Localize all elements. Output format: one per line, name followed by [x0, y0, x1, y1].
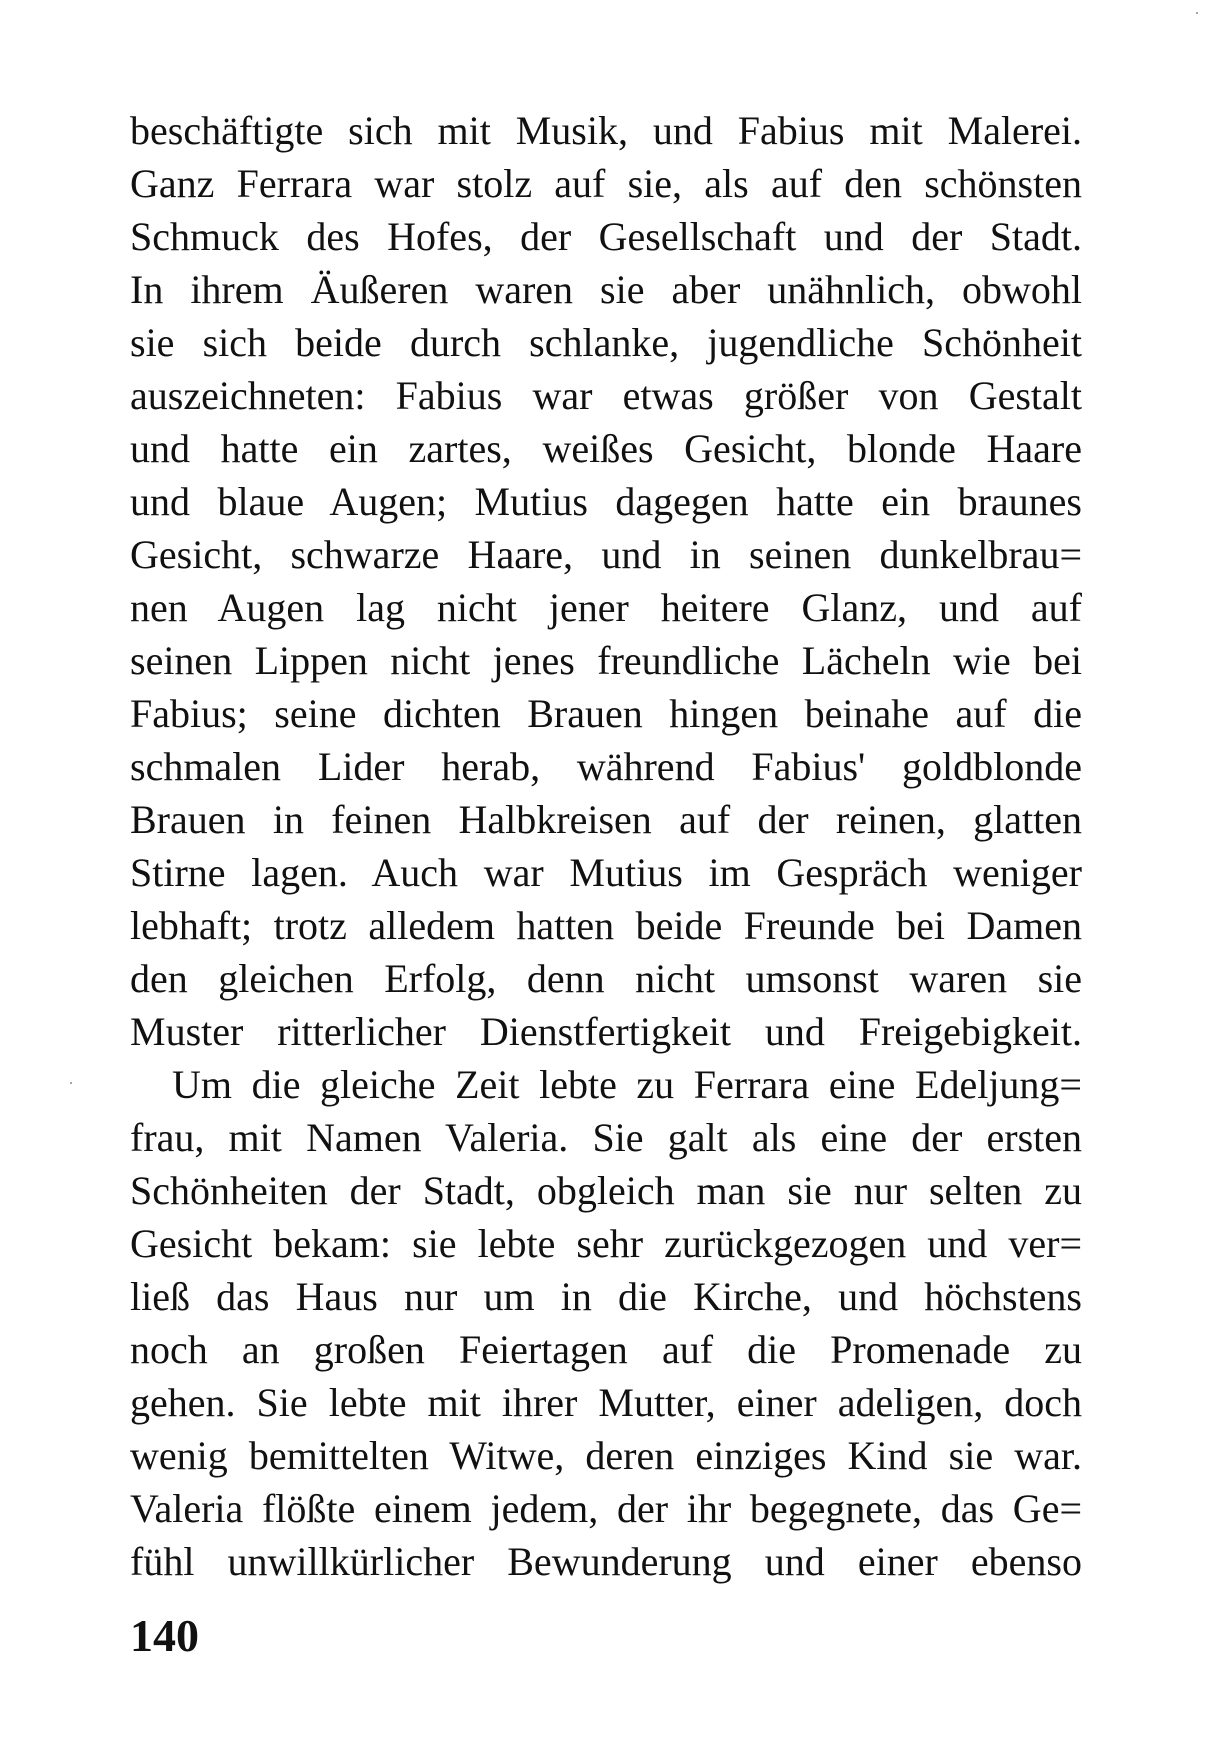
text-line: nen Augen lag nicht jener heitere Glanz, und auf	[130, 585, 1082, 630]
text-line: Brauen in feinen Halbkreisen auf der reinen, glatten	[130, 797, 1082, 842]
text-line: Fabius; seine dichten Brauen hingen beinahe auf die	[130, 691, 1082, 736]
text-line: Muster ritterlicher Dienstfertigkeit und Freigebigkeit.	[130, 1009, 1082, 1054]
text-line: seinen Lippen nicht jenes freundliche Lächeln wie bei	[130, 638, 1082, 683]
text-line: Gesicht, schwarze Haare, und in seinen dunkelbrau=	[130, 532, 1082, 577]
text-line: Stirne lagen. Auch war Mutius im Gespräch weniger	[130, 850, 1082, 895]
text-line: gehen. Sie lebte mit ihrer Mutter, einer adeligen, doch	[130, 1380, 1082, 1425]
text-line: wenig bemittelten Witwe, deren einziges Kind sie war.	[130, 1433, 1082, 1478]
text-line: schmalen Lider herab, während Fabius' goldblonde	[130, 744, 1082, 789]
page-number: 140	[130, 1610, 199, 1661]
text-line: frau, mit Namen Valeria. Sie galt als eine der ersten	[130, 1115, 1082, 1160]
text-line: noch an großen Feiertagen auf die Promenade zu	[130, 1327, 1082, 1372]
text-line: und hatte ein zartes, weißes Gesicht, blonde Haare	[130, 426, 1082, 471]
text-line: sie sich beide durch schlanke, jugendliche Schönheit	[130, 320, 1082, 365]
paper-speck	[70, 1082, 72, 1084]
text-line: auszeichneten: Fabius war etwas größer von Gestalt	[130, 373, 1082, 418]
text-line: lebhaft; trotz alledem hatten beide Freunde bei Damen	[130, 903, 1082, 948]
text-line: den gleichen Erfolg, denn nicht umsonst waren sie	[130, 956, 1082, 1001]
text-line: Ganz Ferrara war stolz auf sie, als auf den schönsten	[130, 161, 1082, 206]
text-line: fühl unwillkürlicher Bewunderung und einer ebenso	[130, 1539, 1082, 1584]
text-line: Gesicht bekam: sie lebte sehr zurückgezogen und ver=	[130, 1221, 1082, 1266]
text-line: Um die gleiche Zeit lebte zu Ferrara eine Edeljung=	[172, 1062, 1082, 1107]
text-line: Schmuck des Hofes, der Gesellschaft und der Stadt.	[130, 214, 1082, 259]
text-line: und blaue Augen; Mutius dagegen hatte ein braunes	[130, 479, 1082, 524]
text-line: Schönheiten der Stadt, obgleich man sie nur selten zu	[130, 1168, 1082, 1213]
paper-speck	[1196, 12, 1198, 14]
text-line: beschäftigte sich mit Musik, und Fabius mit Malerei.	[130, 108, 1082, 153]
text-line: In ihrem Äußeren waren sie aber unähnlich, obwohl	[130, 267, 1082, 312]
text-line: Valeria flößte einem jedem, der ihr begegnete, das Ge=	[130, 1486, 1082, 1531]
text-line: ließ das Haus nur um in die Kirche, und höchstens	[130, 1274, 1082, 1319]
